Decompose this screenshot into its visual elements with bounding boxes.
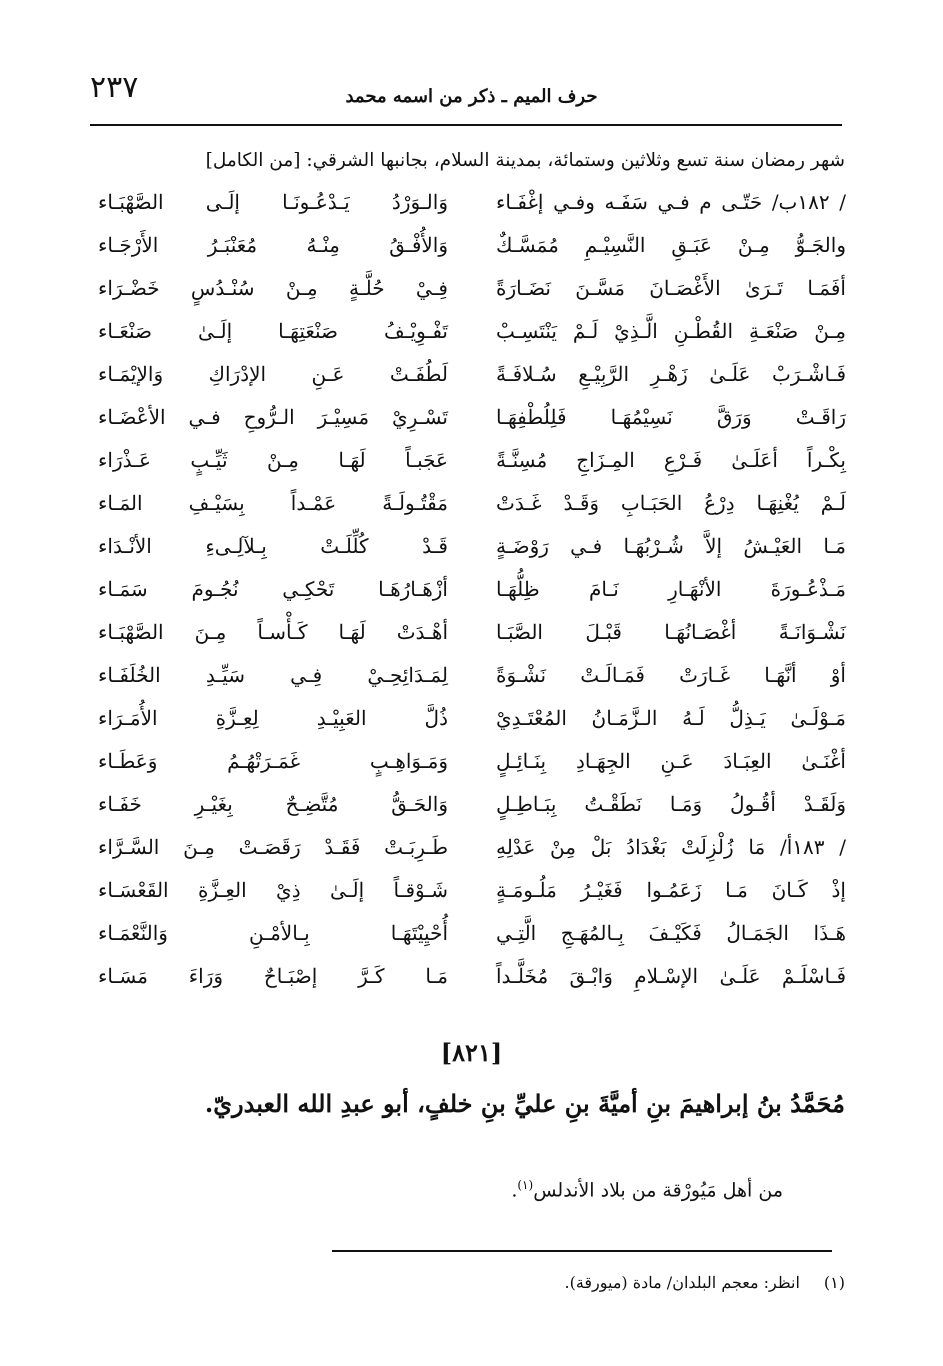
verse-first-hemistich: أفَمَـا تَـرَىٰ الأَغْصَـانَ مَسَّـنَ نَضَـارَةً <box>496 276 846 300</box>
footnote-rule <box>332 1250 832 1252</box>
verse-second-hemistich: وَالحَـقُّ مُتَّضِـحٌ بِغَيْـرِ خَفَـاء <box>98 792 448 816</box>
verse <box>88 663 846 703</box>
verse-second-hemistich: لِمَـدَائِحِـيْ فِـي سَيِّـدِ الخُلَفَـاء <box>98 663 448 687</box>
verse-first-hemistich: أوْ أنَّهَـا غَـارَتْ فَمَـالَـتْ نَشْـوَةً <box>496 663 846 687</box>
poem-block <box>88 190 846 1010</box>
footnote-reference[interactable]: (١) <box>517 1178 534 1192</box>
verse-second-hemistich: ذُلَّ العَبِيْـدِ لِعِـزَّةِ الأُمَـرَاء <box>98 706 448 730</box>
verse <box>88 835 846 875</box>
verse-first-hemistich: والجَـوُّ مِـنْ عَبَـقِ النَّسِيْـمِ مُمَسَّـكٌ <box>496 233 846 257</box>
verse <box>88 620 846 660</box>
verse <box>88 448 846 488</box>
verse <box>88 319 846 359</box>
verse-second-hemistich: مَقْتُـولَـةً عَمْـداً بِسَيْـفِ المَـاء <box>98 491 448 515</box>
footnote <box>564 1273 845 1292</box>
verse-first-hemistich: مَـوْلَـىٰ يَـذِلُّ لَـهُ الـزَّمَـانُ المُعْتَـدِيْ <box>496 706 846 730</box>
intro-line: شهر رمضان سنة تسع وثلاثين وستمائة، بمدينة السلام، بجانبها الشرقي: [من الكامل] <box>205 150 845 171</box>
verse-first-hemistich: لَـمْ يُغْنِهَـا دِرْعُ الحَبَـابِ وَقَـدْ غَـدَتْ <box>496 491 846 515</box>
verse-first-hemistich: أغْنَـىٰ العِبَـادَ عَـنِ الجِهَـادِ بِنَـائِـلٍ <box>496 749 846 773</box>
verse-first-hemistich: مِـنْ صَنْعَـةِ القُطْـنِ الَّـذِيْ لَـمْ يَنْتَسِـبْ <box>496 319 846 343</box>
verse-second-hemistich: شَـوْقـاً إلَـىٰ ذِيْ العِـزَّةِ القَعْسَـاء <box>98 878 448 902</box>
verse-second-hemistich: فِـيْ حُلَّـةٍ مِـنْ سُنْـدُسٍ خَضْـرَاء <box>98 276 448 300</box>
verse-first-hemistich: / ١٨٣أ/ مَا زُلْزِلَتْ بَغْدَادُ بَلْ مِنْ عَدْلِهِ <box>496 835 846 859</box>
verse <box>88 878 846 918</box>
verse-first-hemistich: إذْ كَـانَ مَـا زَعَمُـوا فَغَيْـرُ مَلُـومَـةٍ <box>496 878 846 902</box>
verse-second-hemistich: عَجَبـاً لَهَـا مِـنْ ثَيِّـبٍ عَـذْرَاء <box>98 448 448 472</box>
verse <box>88 792 846 832</box>
verse <box>88 233 846 273</box>
verse-second-hemistich: وَالأُفْـقُ مِنْـهُ مُعَنْبَـرُ الأَرْجَـاء <box>98 233 448 257</box>
verse-second-hemistich: تَفْـوِيْـفُ صَنْعَتِهَـا إلَـىٰ صَنْعَـاء <box>98 319 448 343</box>
verse-first-hemistich: رَاقَـتْ وَرَقَّ نَسِيْمُهَـا فَلِلُطْفِهَـا <box>496 405 846 429</box>
entry-title: مُحَمَّدُ بنُ إبراهيمَ بنِ أميَّةَ بنِ عليِّ بنِ خلفٍ، أبو عبدِ الله العبدريّ. <box>204 1089 845 1118</box>
verse <box>88 534 846 574</box>
verse <box>88 405 846 445</box>
verse-second-hemistich: أهْـدَتْ لَهَـا كَـأْسـاً مِـنَ الصَّهْبَـاء <box>98 620 448 644</box>
verse <box>88 706 846 746</box>
verse-first-hemistich: مَـا العَيْـشُ إلاَّ شُـرْبُهَـا فـي رَوْضَـةٍ <box>496 534 846 558</box>
footnote-text: انظر: معجم البلدان/ مادة (ميورقة). <box>564 1273 800 1292</box>
verse <box>88 749 846 789</box>
entry-body-end: . <box>511 1179 518 1202</box>
verse-second-hemistich: مَـا كَـرَّ إصْبَـاحٌ وَرَاءَ مَسَـاء <box>98 964 448 988</box>
verse-first-hemistich: نَشْـوَانَـةً أغْصَـانُهَـا قَبْـلَ الصَّبَـا <box>496 620 846 644</box>
verse-first-hemistich: مَـذْعُـورَةَ الأنْهَـارِ نَـامَ ظِلُّهَـا <box>496 577 846 601</box>
verse-first-hemistich: فَـاشْـرَبْ عَلَـىٰ زَهْـرِ الرَّبِيْـعِ سُـلافَـةً <box>496 362 846 386</box>
verse-first-hemistich: هَـذَا الجَمَـالُ فَكَيْـفَ بِـالمُهَـجِ الَّتِـي <box>496 921 846 945</box>
entry-body <box>511 1178 783 1201</box>
verse <box>88 964 846 1004</box>
verse <box>88 276 846 316</box>
page-number: ٢٣٧ <box>90 70 139 105</box>
verse <box>88 190 846 230</box>
verse-second-hemistich: وَمَـوَاهِـبٍ غَمَـرَتْهُـمُ وَعَطَـاء <box>98 749 448 773</box>
verse-first-hemistich: بِكْـراً أعَلَـىٰ فَـرْعِ المِـزَاجِ مُسِنَّـةً <box>496 448 846 472</box>
verse-second-hemistich: لَطُفَـتْ عَـنِ الإدْرَاكِ وَالإيْمَـاء <box>98 362 448 386</box>
verse-first-hemistich: فَـاسْلَـمْ عَلَـىٰ الإسْـلامِ وَابْـقَ مُخَلَّـداً <box>496 964 846 988</box>
verse <box>88 921 846 961</box>
verse <box>88 577 846 617</box>
running-title: حرف الميم ـ ذكر من اسمه محمد <box>345 86 598 107</box>
header-rule <box>90 124 842 126</box>
verse-second-hemistich: أزْهَـارُهَـا تَحْكِـي نُجُـومَ سَمَـاء <box>98 577 448 601</box>
verse-second-hemistich: وَالـوَرْدُ يَـدْعُـونَـا إلَـى الصَّهْبَـاء <box>98 190 448 214</box>
verse-second-hemistich: قَـدْ كُلِّلَـتْ بِـلآلِـىءِ الأنْـدَاء <box>98 534 448 558</box>
footnote-marker: (١) <box>823 1273 845 1292</box>
verse <box>88 362 846 402</box>
entry-number: [٨٢١] <box>440 1038 503 1067</box>
verse-second-hemistich: أُحْيِيْتَهَـا بِـالأمْـنِ وَالنَّعْمَـاء <box>98 921 448 945</box>
verse-second-hemistich: تَسْـرِيْ مَسِيْـرَ الـرُّوحِ فـي الأعْضَـاء <box>98 405 448 429</box>
entry-body-text: من أهل مَيُورْقة من بلاد الأندلس <box>533 1179 783 1202</box>
verse-second-hemistich: طَـرِبَـتْ فَقَـدْ رَقَصَـتْ مِـنَ السَّـرَّاء <box>98 835 448 859</box>
verse-first-hemistich: وَلَقَـدْ أقُـولُ وَمَـا نَطَقْـتُ بِبَـاطِـلٍ <box>496 792 846 816</box>
verse <box>88 491 846 531</box>
verse-first-hemistich: / ١٨٢ب/ حَتّـى م فـي سَفَـه وفـي إغْفَـاء <box>496 190 846 214</box>
